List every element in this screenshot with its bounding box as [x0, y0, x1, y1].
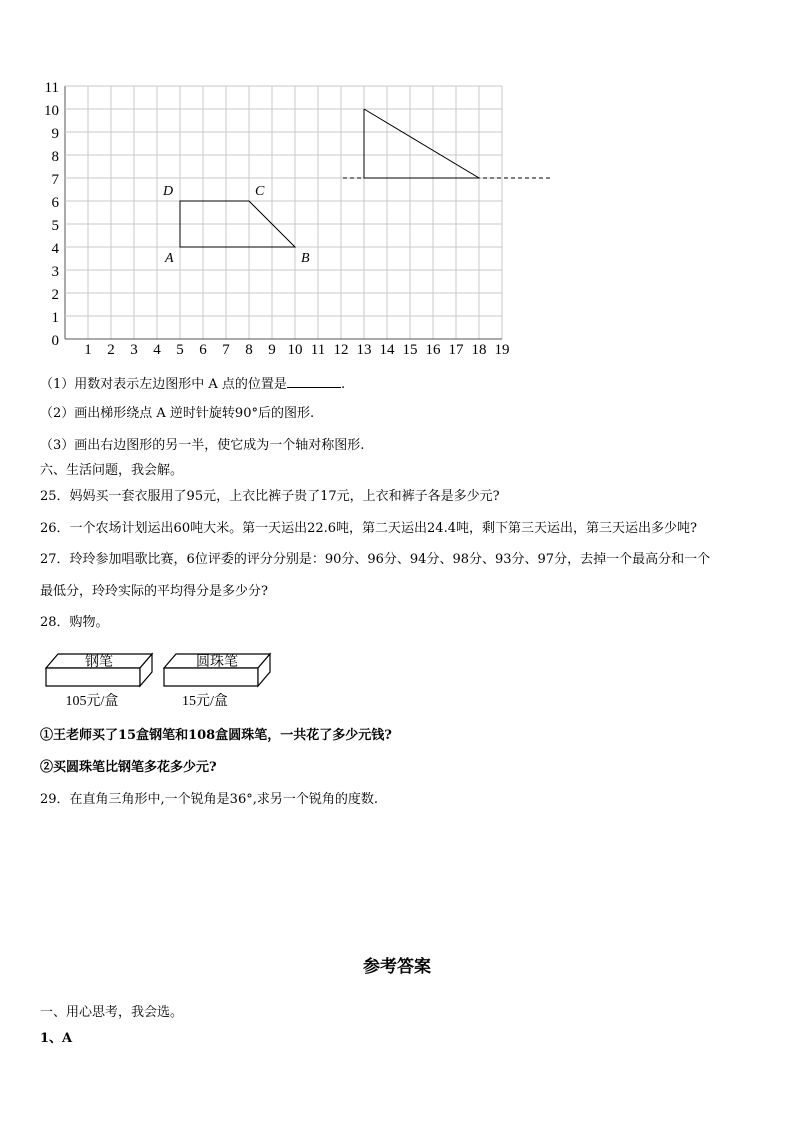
question-26: 26．一个农场计划运出60吨大米。第一天运出22.6吨，第二天运出24.4吨，剩下第三天运出，第三天运出多少吨?: [40, 521, 697, 536]
question-1-part-1: [40, 375, 345, 393]
ballpoint-box: [164, 653, 270, 709]
question-27-line-2: 最低分，玲玲实际的平均得分是多少分?: [40, 584, 268, 599]
pen-price: 105元/盒: [65, 694, 119, 709]
question-29: 29．在直角三角形中,一个锐角是36°,求另一个锐角的度数.: [40, 792, 378, 807]
grid-lines: [65, 86, 502, 339]
x-tick-label: 16: [425, 342, 441, 358]
answers-title: 参考答案: [363, 957, 431, 977]
x-tick-label: 11: [310, 342, 326, 358]
x-tick-label: 9: [268, 342, 276, 358]
section-6-heading: 六、生活问题，我会解。: [40, 463, 184, 478]
shopping-boxes-figure: [40, 650, 290, 712]
question-1-part-3: （3）画出右边图形的另一半，使它成为一个轴对称图形.: [40, 438, 365, 453]
y-tick-label: 11: [44, 80, 59, 96]
question-28-part-1: ①王老师买了15盒钢笔和108盒圆珠笔，一共花了多少元钱?: [40, 728, 392, 743]
x-tick-label: 3: [130, 342, 138, 358]
answers-section-1: 一、用心思考，我会选。: [40, 1005, 184, 1020]
question-1-part-2: （2）画出梯形绕点 A 逆时针旋转90°后的图形.: [40, 406, 315, 421]
x-tick-label: 15: [402, 342, 418, 358]
x-tick-label: 4: [153, 342, 161, 358]
x-tick-label: 12: [333, 342, 349, 358]
y-tick-label: 7: [51, 172, 59, 188]
y-tick-label: 1: [51, 310, 59, 326]
pen-box: [46, 654, 152, 709]
question-25: 25．妈妈买一套衣服用了95元，上衣比裤子贵了17元，上衣和裤子各是多少元?: [40, 489, 500, 504]
y-tick-label: 9: [51, 126, 59, 142]
x-axis-tick-labels: [84, 342, 509, 358]
x-tick-label: 18: [471, 342, 487, 358]
x-tick-label: 10: [287, 342, 303, 358]
ballpoint-price: 15元/盒: [182, 694, 228, 709]
question-text: （1）用数对表示左边图形中 A 点的位置是: [40, 377, 287, 392]
pen-box-label: 钢笔: [85, 655, 113, 670]
ballpoint-box-label: 圆珠笔: [196, 655, 238, 670]
question-28: 28．购物。: [40, 615, 109, 630]
x-tick-label: 5: [176, 342, 184, 358]
point-label-b: B: [301, 251, 310, 266]
x-tick-label: 17: [448, 342, 464, 358]
point-label-c: C: [255, 184, 265, 199]
coordinate-grid-figure: [0, 70, 560, 360]
y-tick-label: 6: [51, 195, 59, 211]
x-tick-label: 19: [494, 342, 510, 358]
x-tick-label: 14: [379, 342, 395, 358]
x-tick-label: 13: [356, 342, 372, 358]
answer-blank[interactable]: [287, 375, 341, 388]
point-label-d: D: [163, 184, 174, 199]
y-tick-label: 10: [44, 103, 59, 119]
x-tick-label: 7: [222, 342, 230, 358]
x-tick-label: 6: [199, 342, 207, 358]
point-label-a: A: [165, 251, 174, 266]
answer-1: 1、A: [40, 1031, 73, 1046]
y-axis-tick-labels: [44, 80, 60, 349]
y-tick-label: 8: [51, 149, 59, 165]
y-tick-label: 2: [51, 287, 59, 303]
question-end-punct: .: [340, 377, 346, 392]
x-tick-label: 8: [245, 342, 253, 358]
y-tick-label: 0: [51, 333, 59, 349]
y-tick-label: 3: [51, 264, 59, 280]
y-tick-label: 4: [51, 241, 59, 257]
question-28-part-2: ②买圆珠笔比钢笔多花多少元?: [40, 760, 217, 775]
x-tick-label: 2: [107, 342, 115, 358]
y-tick-label: 5: [51, 218, 59, 234]
question-27-line-1: 27．玲玲参加唱歌比赛，6位评委的评分分别是：90分、96分、94分、98分、93分、97分，去掉一个最高分和一个: [40, 552, 711, 567]
x-tick-label: 1: [84, 342, 92, 358]
half-figure-triangle: [364, 109, 479, 178]
